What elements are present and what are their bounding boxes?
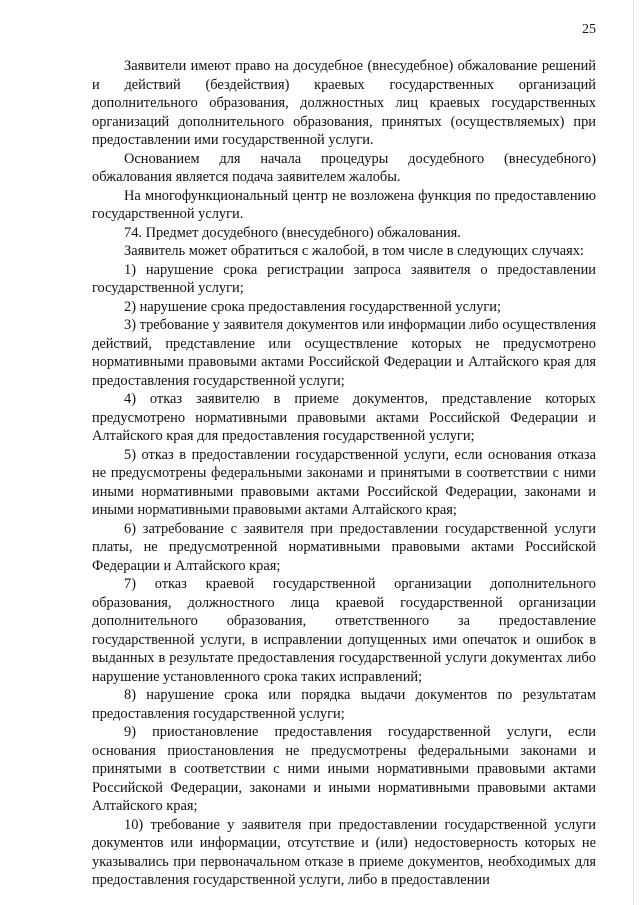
- list-item: 8) нарушение срока или порядка выдачи документов по результатам предоставления государственной услуги;: [92, 687, 596, 722]
- list-item: 10) требование у заявителя при предоставлении государственной услуги документов или информации, отсутствие и (или) недостоверность которых не указывались при первоначальном отказе в приеме документов, необходимых для предоставления государственной услуги, либо в предоставлении: [92, 816, 596, 888]
- paragraph: На многофункциональный центр не возложена функция по предоставлению государственной услуги.: [92, 187, 596, 222]
- section-heading: 74. Предмет досудебного (внесудебного) обжалования.: [124, 224, 461, 241]
- paragraph: Заявители имеют право на досудебное (внесудебное) обжалование решений и действий (бездействия) краевых государственных организаций дополнительного образования, должностных лиц краевых государственных организаций дополнительного образования, принятых (осуществляемых) при предоставлении ими государственной услуги.: [92, 58, 596, 148]
- page-edge-line: [633, 0, 634, 905]
- list-item: 1) нарушение срока регистрации запроса заявителя о предоставлении государственной услуги;: [92, 261, 596, 296]
- document-body: [92, 57, 596, 890]
- list-item: 4) отказ заявителю в приеме документов, представление которых предусмотрено нормативными правовыми актами Российской Федерации и Алтайского края для предоставления государственной услуги;: [92, 391, 596, 444]
- paragraph: Основанием для начала процедуры досудебного (внесудебного) обжалования является подача заявителем жалобы.: [92, 150, 596, 185]
- list-item: 3) требование у заявителя документов или информации либо осуществления действий, представление или осуществление которых не предусмотрено нормативными правовыми актами Российской Федерации и Алтайского края для предоставления государственной услуги;: [92, 317, 596, 389]
- list-item: 6) затребование с заявителя при предоставлении государственной услуги платы, не предусмотренной нормативными правовыми актами Российской Федерации и Алтайского края;: [92, 520, 596, 574]
- list-item: 7) отказ краевой государственной организации дополнительного образования, должностного лица краевой государственной организации дополнительного образования, ответственного за предоставление государственной услуги, в исправлении допущенных ими опечаток и ошибок в выданных в результате предоставления государственной услуги документах либо нарушение установленного срока таких исправлений;: [92, 576, 596, 685]
- page-number: 25: [582, 22, 596, 37]
- list-item: 9) приостановление предоставления государственной услуги, если основания приостановления не предусмотрены федеральными законами и принятыми в соответствии с ними иными нормативными правовыми актами Российской Федерации, законами и иными нормативными правовыми актами Алтайского края;: [92, 724, 596, 814]
- list-item: 2) нарушение срока предоставления государственной услуги;: [124, 298, 501, 315]
- list-item: 5) отказ в предоставлении государственной услуги, если основания отказа не предусмотрены федеральными законами и принятыми в соответствии с ними иными нормативными правовыми актами Российской Федерации, законами и иными нормативными правовыми актами Алтайского края;: [92, 446, 596, 518]
- paragraph: Заявитель может обратиться с жалобой, в том числе в следующих случаях:: [124, 243, 584, 259]
